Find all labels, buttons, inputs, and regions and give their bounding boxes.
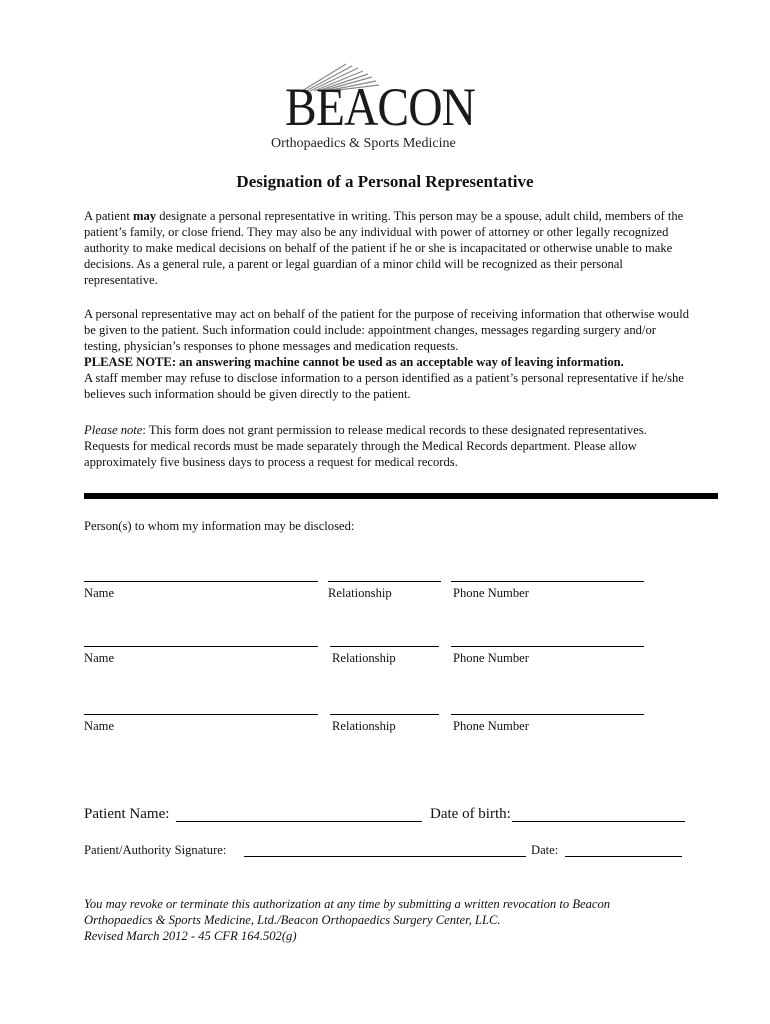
dob-field[interactable] — [512, 821, 685, 822]
intro-post: designate a personal representative in writing. This person may be a spouse, adult child, members of the patient’s family, or close friend. They may also be any individual with power of attorney or other legally recognized authority to make medical decisions on behalf of the patient if he or she is incapacitated or otherwise unable to make decisions. As a general rule, a parent or legal guardian of a minor child will be recognized as their personal representative. — [84, 209, 684, 287]
relationship-label-3: Relationship — [332, 719, 396, 733]
relationship-label-2: Relationship — [332, 651, 396, 665]
date-field[interactable] — [565, 856, 682, 857]
phone-field-2[interactable] — [451, 646, 644, 647]
persons-heading: Person(s) to whom my information may be disclosed: — [84, 519, 355, 533]
signature-label: Patient/Authority Signature: — [84, 843, 227, 857]
phone-field-1[interactable] — [451, 581, 644, 582]
footer-revocation — [84, 896, 610, 944]
note-text: : This form does not grant permission to release medical records to these designated representatives. Requests for medical records must be made separately through the Medical Records department. Please allow approximately five business days to process a request for medical records. — [84, 423, 647, 469]
phone-label-3: Phone Number — [453, 719, 529, 733]
footer-line-3: Revised March 2012 - 45 CFR 164.502(g) — [84, 929, 297, 943]
paragraph-representative — [84, 306, 694, 402]
patient-name-field[interactable] — [176, 821, 422, 822]
name-label-1: Name — [84, 586, 115, 600]
note-lead: Please note — [84, 423, 143, 437]
footer-line-1: You may revoke or terminate this authorization at any time by submitting a written revocation to Beacon — [84, 897, 611, 911]
rep-text: A personal representative may act on behalf of the patient for the purpose of receiving information that otherwise would be given to the patient. Such information could include: appointment changes, messages regarding surgery and/or testing, physician’s responses to phone messages and medication requests. — [84, 307, 689, 353]
page-title: Designation of a Personal Representative — [236, 172, 534, 191]
name-label-3: Name — [84, 719, 115, 733]
patient-name-label: Patient Name: — [84, 806, 170, 822]
answering-machine-note: PLEASE NOTE: an answering machine cannot be used as an acceptable way of leaving information. — [84, 355, 624, 369]
name-field-1[interactable] — [84, 581, 318, 582]
relationship-field-1[interactable] — [328, 581, 441, 582]
rep-after: A staff member may refuse to disclose information to a person identified as a patient’s personal representative if he/she believes such information should be given directly to the patient. — [84, 371, 684, 401]
phone-label-1: Phone Number — [453, 586, 529, 600]
paragraph-intro — [84, 208, 694, 288]
relationship-field-3[interactable] — [330, 714, 439, 715]
relationship-field-2[interactable] — [330, 646, 439, 647]
dob-label: Date of birth: — [430, 806, 511, 822]
phone-field-3[interactable] — [451, 714, 644, 715]
paragraph-note — [84, 422, 694, 470]
phone-label-2: Phone Number — [453, 651, 529, 665]
name-field-3[interactable] — [84, 714, 318, 715]
beacon-logo: BEACON — [285, 77, 476, 137]
date-label: Date: — [531, 843, 559, 857]
intro-bold: may — [132, 209, 157, 223]
intro-pre: A patient — [84, 209, 133, 223]
section-divider — [84, 493, 718, 499]
footer-line-2: Orthopaedics & Sports Medicine, Ltd./Beacon Orthopaedics Surgery Center, LLC. — [84, 913, 501, 927]
signature-field[interactable] — [244, 856, 526, 857]
relationship-label-1: Relationship — [328, 586, 392, 600]
name-field-2[interactable] — [84, 646, 318, 647]
name-label-2: Name — [84, 651, 115, 665]
logo-subtitle: Orthopaedics & Sports Medicine — [271, 136, 456, 151]
